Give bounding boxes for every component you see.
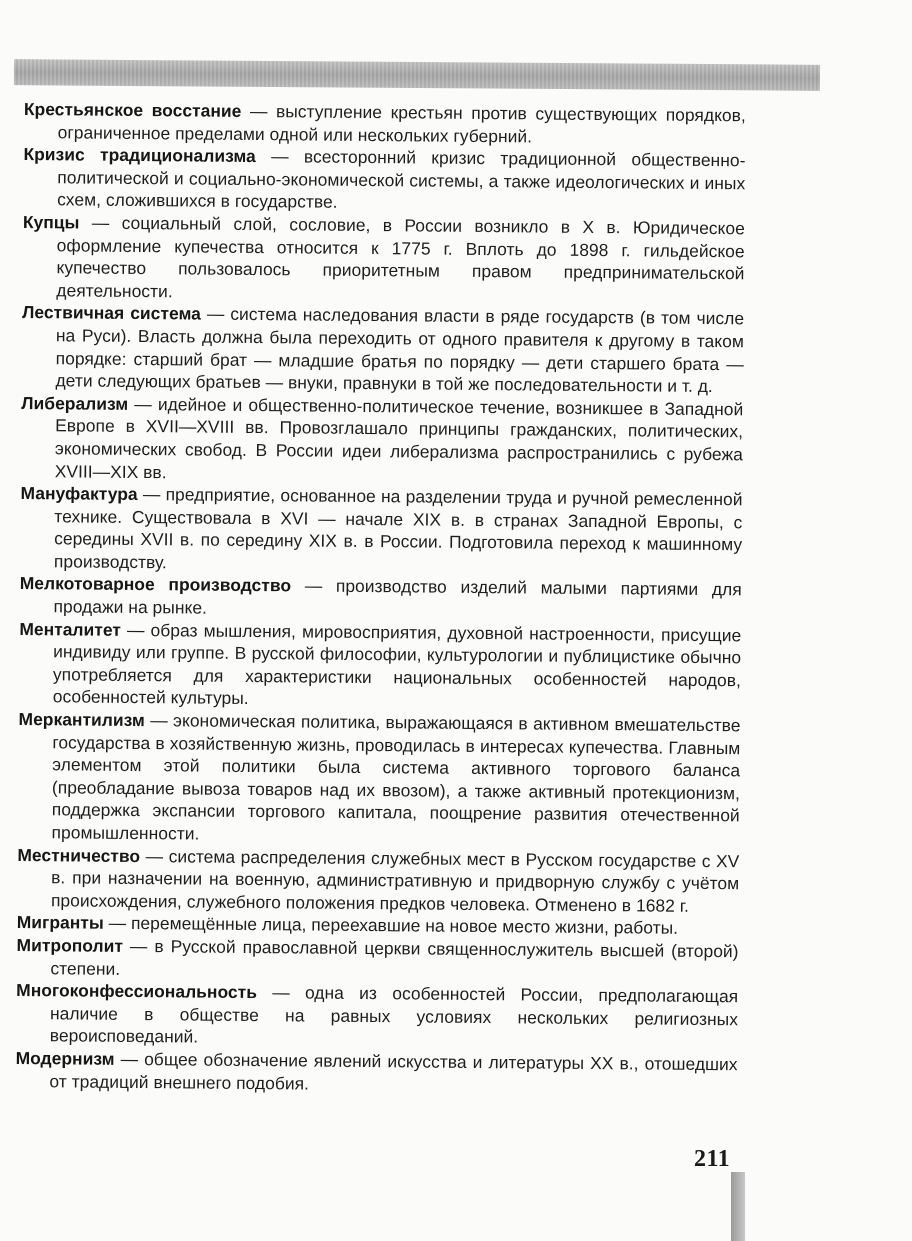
glossary-entry (21, 392, 744, 489)
glossary-term: Купцы (22, 211, 80, 233)
glossary-entry (16, 934, 738, 985)
glossary-term: Либерализм (21, 392, 129, 414)
page-edge-tab (731, 1172, 745, 1241)
glossary-definition: — система наследования власти в ряде государств (в том числе на Руси). Власть должна была переходить от одного правителя к другому в таком порядке: старший брат — младшие братья по порядку — дети старшего брата — дети следующих братьев — внуки, правнуки в той же последовательности и т. д. (55, 303, 745, 397)
glossary-term: Мануфактура (20, 483, 138, 505)
glossary-list (15, 98, 746, 1098)
glossary-entry (17, 844, 740, 918)
glossary-term: Модернизм (15, 1047, 115, 1069)
glossary-entry (21, 301, 744, 398)
glossary-definition: — производство изделий малыми партиями для продажи на рынке. (53, 575, 742, 618)
glossary-entry (22, 211, 745, 308)
glossary-definition: — всесторонний кризис традиционной общественно-политической и социально-экономической системы, а также идеологических и иных схем, сложившихся в государстве. (57, 146, 746, 213)
glossary-term: Многоконфессиональность (16, 980, 258, 1003)
glossary-entry (19, 618, 742, 715)
glossary-term: Мелкотоварное производство (19, 573, 292, 596)
glossary-term: Кризис традиционализма (23, 144, 256, 167)
glossary-entry (20, 482, 743, 579)
glossary-definition: — выступление крестьян против существующих порядков, ограниченное пределами одной или нескольких губерний. (57, 100, 746, 147)
glossary-definition: — в Русской православной церкви священнослужитель высшей (второй) степени. (50, 935, 739, 979)
glossary-definition: — общее обозначение явлений искусства и литературы XX в., отошедших от традиций внешнего подобия. (49, 1048, 738, 1094)
glossary-definition: — экономическая политика, выражающаяся в активном вмешательстве государства в хозяйственную жизнь, проводилась в интересах купечества. Главным элементом этой политики была система активного торгового баланса (преобладание вывоза товаров над их ввозом), а также активный протекционизм, поддержка экспансии торгового капитала, поощрение развития отечественной промышленности. (51, 710, 741, 844)
glossary-definition: — предприятие, основанное на разделении труда и ручной ремесленной технике. Существовала в XVI — начале XIX в. в странах Западной Европы, с середины XVII в. по середину XIX в. в России. Подготовила переход к машинному производству. (53, 484, 743, 573)
glossary-entry (16, 979, 739, 1053)
glossary-term: Местничество (17, 844, 141, 866)
glossary-entry (19, 572, 741, 623)
glossary-entry (15, 1047, 737, 1098)
glossary-term: Лествичная система (22, 302, 201, 324)
glossary-term: Крестьянское восстание (23, 98, 242, 121)
glossary-term: Митрополит (16, 934, 124, 956)
glossary-definition: — одна из особенностей России, предполагающая наличие в обществе на равных условиях нескольких религиозных вероисповеданий. (49, 982, 739, 1047)
glossary-entry (17, 708, 740, 850)
glossary-term: Менталитет (19, 618, 122, 640)
glossary-entry (24, 98, 746, 149)
glossary-definition: — перемещённые лица, переехавшие на новое место жизни, работы. (103, 913, 679, 939)
glossary-definition: — система распределения служебных мест в Русском государстве с XV в. при назначении на военную, административную и придворную службу с учётом происхождения, служебного положения предков человека. Отменено в 1682 г. (50, 845, 740, 916)
page-number: 211 (694, 1146, 731, 1172)
glossary-definition: — социальный слой, сословие, в России возникло в X в. Юридическое оформление купечества относится к 1775 г. Вплоть до 1898 г. гильдейское купечество пользовалось приоритетным правом предпринимательской деятельности. (56, 212, 745, 302)
glossary-term: Мигранты (16, 912, 104, 934)
header-band (14, 59, 820, 91)
glossary-term: Меркантилизм (18, 709, 145, 731)
glossary-entry (23, 143, 746, 217)
glossary-definition: — образ мышления, мировосприятия, духовной настроенности, присущие индивиду или группе. В русской философии, культурологии и публицистике обычно употребляется для характеристики национальных особенностей народов, особенностей культуры. (52, 619, 742, 709)
glossary-definition: — идейное и общественно-политическое течение, возникшее в Западной Европе в XVII—XVIII вв. Провозглашало принципы гражданских, политических, экономических свобод. В России идеи либерализма распространились с рубежа XVIII—XIX вв. (54, 393, 744, 482)
